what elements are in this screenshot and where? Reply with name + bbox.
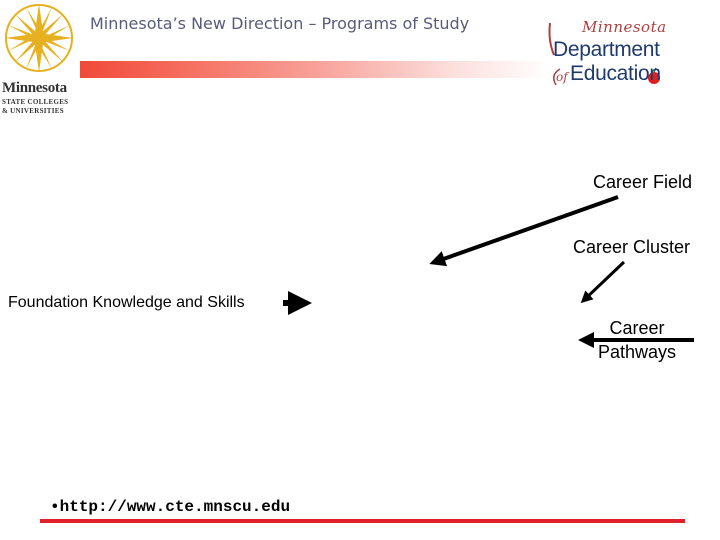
- logo-right-education: Education: [570, 62, 661, 85]
- arrow-cluster: [584, 262, 624, 300]
- career-cluster-label: Career Cluster: [573, 237, 691, 257]
- foundation-label: Foundation Knowledge and Skills: [8, 294, 245, 311]
- logo-left-sub-line: & UNIVERSITIES: [2, 107, 64, 115]
- footer-url[interactable]: http://www.cte.mnscu.edu: [59, 498, 291, 516]
- arrow-field: [435, 197, 618, 262]
- career-field-label: Career Field: [593, 172, 693, 192]
- logo-right-script: Minnesota: [582, 18, 667, 36]
- footer-rule: [40, 519, 685, 523]
- page-title: Minnesota’s New Direction – Programs of Study: [90, 14, 470, 33]
- bullet: •: [50, 498, 60, 516]
- career-pathways-label: Career Pathways: [597, 318, 677, 362]
- logo-left-name: Minnesota: [2, 80, 67, 96]
- logo-left-sub-line: STATE COLLEGES: [2, 98, 69, 106]
- logo-right-of: of: [556, 70, 568, 84]
- logo-right-department: Department: [553, 38, 660, 61]
- footer-link[interactable]: [50, 498, 290, 516]
